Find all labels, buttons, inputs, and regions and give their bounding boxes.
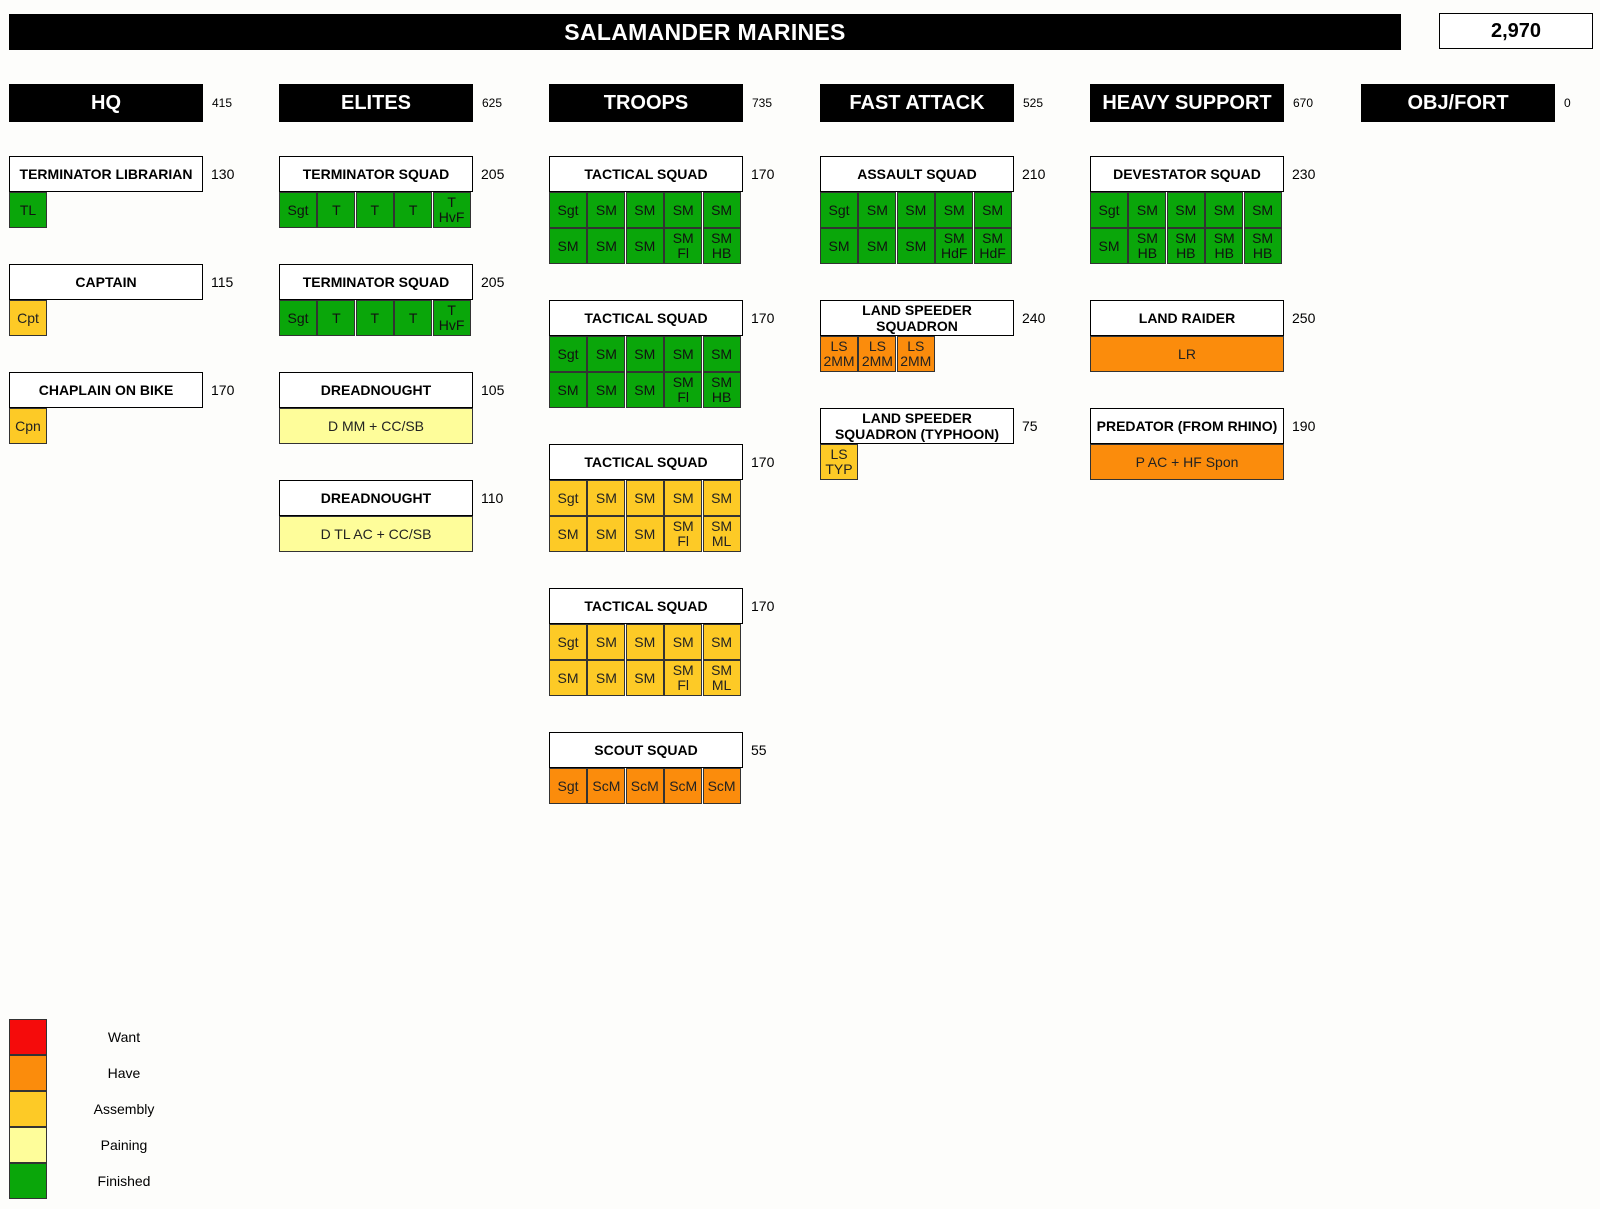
unit-title: TACTICAL SQUAD bbox=[549, 444, 743, 480]
unit-points: 205 bbox=[481, 166, 505, 182]
model-cell bbox=[626, 624, 664, 660]
model-cell bbox=[820, 336, 858, 372]
model-label: Cpn bbox=[15, 417, 41, 434]
model-cell bbox=[626, 480, 664, 516]
model-cell bbox=[703, 228, 741, 264]
model-cell bbox=[549, 336, 587, 372]
model-cell bbox=[974, 228, 1012, 264]
model-cell bbox=[626, 192, 664, 228]
model-cell bbox=[587, 228, 625, 264]
category-header: TROOPS bbox=[549, 84, 743, 122]
model-cell bbox=[703, 480, 741, 516]
model-label: SM bbox=[982, 201, 1004, 218]
model-cell bbox=[664, 336, 702, 372]
vehicle-cell: D MM + CC/SB bbox=[279, 408, 473, 444]
model-cell bbox=[703, 516, 741, 552]
category-points: 670 bbox=[1293, 96, 1314, 110]
model-label: SM bbox=[634, 237, 656, 254]
model-cell bbox=[858, 336, 896, 372]
unit-points: 130 bbox=[211, 166, 235, 182]
legend-item bbox=[9, 1019, 209, 1055]
vehicle-cell: P AC + HF Spon bbox=[1090, 444, 1284, 480]
model-cell bbox=[394, 192, 432, 228]
unit-title: PREDATOR (FROM RHINO) bbox=[1090, 408, 1284, 444]
model-cell bbox=[279, 300, 317, 336]
model-cell bbox=[1167, 228, 1205, 264]
unit-title-line: LAND SPEEDER bbox=[862, 410, 972, 426]
model-label: TYP bbox=[825, 461, 853, 477]
total-points: 2,970 bbox=[1439, 13, 1593, 49]
legend-swatch bbox=[9, 1127, 47, 1163]
model-cell bbox=[1205, 228, 1243, 264]
legend-item bbox=[9, 1127, 209, 1163]
model-label: T bbox=[370, 201, 380, 218]
category-header: OBJ/FORT bbox=[1361, 84, 1555, 122]
model-cell bbox=[549, 480, 587, 516]
model-label: SM bbox=[1213, 230, 1235, 246]
model-label: SM bbox=[943, 230, 965, 246]
model-cell bbox=[587, 480, 625, 516]
model-label: HB bbox=[1137, 245, 1158, 261]
model-label: ScM bbox=[669, 777, 698, 794]
model-label: SM bbox=[943, 201, 965, 218]
model-label: ScM bbox=[707, 777, 736, 794]
model-cell bbox=[1244, 228, 1282, 264]
legend-swatch bbox=[9, 1019, 47, 1055]
model-cell bbox=[897, 336, 935, 372]
legend-item bbox=[9, 1163, 209, 1199]
model-label: Sgt bbox=[557, 777, 579, 794]
model-label: SM bbox=[634, 669, 656, 686]
model-cell bbox=[820, 444, 858, 480]
model-cell bbox=[664, 192, 702, 228]
model-label: SM bbox=[672, 662, 694, 678]
model-cell bbox=[587, 336, 625, 372]
model-label: SM bbox=[634, 345, 656, 362]
model-cell bbox=[664, 660, 702, 696]
model-cell bbox=[317, 300, 355, 336]
category-points: 735 bbox=[752, 96, 773, 110]
model-label: SM bbox=[711, 518, 733, 534]
model-label: 2MM bbox=[823, 353, 855, 369]
model-label: SM bbox=[634, 525, 656, 542]
model-label: SM bbox=[828, 237, 850, 254]
model-cell bbox=[858, 228, 896, 264]
unit-title: DEVESTATOR SQUAD bbox=[1090, 156, 1284, 192]
model-label: Cpt bbox=[17, 309, 39, 326]
model-label: Sgt bbox=[828, 201, 850, 218]
unit-title-line: SQUADRON (TYPHOON) bbox=[834, 426, 1000, 442]
model-label: SM bbox=[1136, 201, 1158, 218]
unit-title bbox=[820, 408, 1014, 444]
model-label: LS bbox=[907, 338, 925, 354]
model-cell bbox=[394, 300, 432, 336]
model-label: Sgt bbox=[287, 201, 309, 218]
model-label: HvF bbox=[438, 317, 465, 333]
model-cell bbox=[703, 192, 741, 228]
model-label: SM bbox=[634, 489, 656, 506]
model-cell bbox=[703, 768, 741, 804]
model-label: SM bbox=[711, 633, 733, 650]
model-label: SM bbox=[1175, 201, 1197, 218]
unit-points: 110 bbox=[481, 490, 504, 506]
model-label: SM bbox=[1252, 201, 1274, 218]
unit-title: TACTICAL SQUAD bbox=[549, 156, 743, 192]
model-cell bbox=[703, 372, 741, 408]
model-label: SM bbox=[672, 230, 694, 246]
model-cell bbox=[626, 660, 664, 696]
model-label: SM bbox=[1175, 230, 1197, 246]
model-label: LS bbox=[830, 338, 848, 354]
model-label: SM bbox=[672, 518, 694, 534]
unit-points: 250 bbox=[1292, 310, 1316, 326]
model-label: SM bbox=[595, 201, 617, 218]
unit-points: 230 bbox=[1292, 166, 1316, 182]
model-label: T bbox=[332, 309, 341, 326]
vehicle-cell: LR bbox=[1090, 336, 1284, 372]
model-cell bbox=[626, 336, 664, 372]
legend-label: Finished bbox=[97, 1173, 151, 1189]
model-label: Sgt bbox=[1098, 201, 1120, 218]
unit-points: 210 bbox=[1022, 166, 1046, 182]
model-label: SM bbox=[557, 381, 579, 398]
model-cell bbox=[587, 660, 625, 696]
legend-label: Assembly bbox=[93, 1101, 155, 1117]
category-header: HQ bbox=[9, 84, 203, 122]
model-cell bbox=[974, 192, 1012, 228]
model-cell bbox=[1090, 228, 1128, 264]
unit-title-line: LAND SPEEDER bbox=[862, 302, 972, 318]
model-cell bbox=[897, 192, 935, 228]
model-cell bbox=[935, 228, 973, 264]
model-label: 2MM bbox=[900, 353, 932, 369]
model-cell bbox=[1128, 228, 1166, 264]
model-label: T bbox=[447, 194, 456, 210]
unit-points: 105 bbox=[481, 382, 505, 398]
unit-title bbox=[820, 300, 1014, 336]
model-label: SM bbox=[595, 525, 617, 542]
unit-points: 75 bbox=[1022, 418, 1038, 434]
model-label: SM bbox=[711, 374, 733, 390]
model-label: HB bbox=[1176, 245, 1196, 261]
model-label: HB bbox=[711, 245, 732, 261]
model-label: SM bbox=[634, 201, 656, 218]
model-cell bbox=[626, 228, 664, 264]
unit-points: 115 bbox=[211, 274, 234, 290]
model-cell bbox=[549, 624, 587, 660]
legend-swatch bbox=[9, 1091, 47, 1127]
model-label: ScM bbox=[592, 777, 621, 794]
unit-points: 240 bbox=[1022, 310, 1046, 326]
model-cell bbox=[587, 624, 625, 660]
model-cell bbox=[858, 192, 896, 228]
model-cell bbox=[317, 192, 355, 228]
model-cell bbox=[587, 768, 625, 804]
model-cell bbox=[549, 372, 587, 408]
model-label: HB bbox=[711, 389, 732, 405]
model-cell bbox=[356, 300, 394, 336]
model-cell bbox=[664, 624, 702, 660]
model-label: SM bbox=[1136, 230, 1158, 246]
model-label: SM bbox=[557, 237, 579, 254]
model-cell bbox=[433, 300, 471, 336]
model-label: SM bbox=[634, 381, 656, 398]
category-points: 625 bbox=[482, 96, 503, 110]
unit-points: 55 bbox=[751, 742, 767, 758]
model-label: ML bbox=[711, 677, 732, 693]
model-label: SM bbox=[905, 237, 927, 254]
model-label: SM bbox=[1213, 201, 1235, 218]
model-label: Fl bbox=[677, 389, 690, 405]
model-label: T bbox=[447, 302, 456, 318]
model-label: T bbox=[332, 201, 341, 218]
unit-title: ASSAULT SQUAD bbox=[820, 156, 1014, 192]
model-label: SM bbox=[1252, 230, 1274, 246]
model-label: HdF bbox=[979, 245, 1006, 261]
model-label: HdF bbox=[940, 245, 968, 261]
model-label: 2MM bbox=[861, 353, 893, 369]
unit-points: 170 bbox=[751, 166, 775, 182]
model-label: SM bbox=[595, 345, 617, 362]
model-cell bbox=[703, 624, 741, 660]
unit-points: 205 bbox=[481, 274, 505, 290]
model-label: Sgt bbox=[557, 201, 579, 218]
category-points: 0 bbox=[1564, 96, 1571, 110]
model-cell bbox=[626, 768, 664, 804]
model-label: HvF bbox=[438, 209, 465, 225]
unit-title: TERMINATOR SQUAD bbox=[279, 264, 473, 300]
model-cell bbox=[9, 192, 47, 228]
legend-label: Paining bbox=[100, 1137, 148, 1153]
unit-title: TERMINATOR LIBRARIAN bbox=[9, 156, 203, 192]
legend-item bbox=[9, 1055, 209, 1091]
unit-title: CAPTAIN bbox=[9, 264, 203, 300]
model-label: SM bbox=[595, 669, 617, 686]
model-label: SM bbox=[634, 633, 656, 650]
legend-label: Want bbox=[107, 1029, 141, 1045]
model-cell bbox=[9, 408, 47, 444]
legend-swatch bbox=[9, 1163, 47, 1199]
category-header: HEAVY SUPPORT bbox=[1090, 84, 1284, 122]
model-label: Sgt bbox=[287, 309, 309, 326]
model-cell bbox=[664, 516, 702, 552]
model-cell bbox=[279, 192, 317, 228]
category-points: 415 bbox=[212, 96, 233, 110]
unit-title: DREADNOUGHT bbox=[279, 480, 473, 516]
model-cell bbox=[897, 228, 935, 264]
model-cell bbox=[664, 480, 702, 516]
model-cell bbox=[549, 768, 587, 804]
model-cell bbox=[820, 192, 858, 228]
model-label: SM bbox=[557, 525, 579, 542]
model-cell bbox=[1244, 192, 1282, 228]
model-cell bbox=[820, 228, 858, 264]
model-label: SM bbox=[672, 201, 694, 218]
unit-title: LAND RAIDER bbox=[1090, 300, 1284, 336]
unit-points: 170 bbox=[751, 454, 775, 470]
vehicle-cell: D TL AC + CC/SB bbox=[279, 516, 473, 552]
model-label: SM bbox=[672, 633, 694, 650]
model-cell bbox=[549, 192, 587, 228]
model-label: LS bbox=[830, 446, 848, 462]
model-label: SM bbox=[672, 345, 694, 362]
model-label: SM bbox=[982, 230, 1004, 246]
legend-label: Have bbox=[107, 1065, 141, 1081]
model-cell bbox=[549, 660, 587, 696]
category-header: FAST ATTACK bbox=[820, 84, 1014, 122]
model-label: SM bbox=[672, 374, 694, 390]
model-label: SM bbox=[595, 381, 617, 398]
model-cell bbox=[9, 300, 47, 336]
legend-swatch bbox=[9, 1055, 47, 1091]
model-cell bbox=[1090, 192, 1128, 228]
unit-title: TACTICAL SQUAD bbox=[549, 588, 743, 624]
model-label: SM bbox=[557, 669, 579, 686]
model-cell bbox=[433, 192, 471, 228]
model-label: T bbox=[370, 309, 380, 326]
model-label: SM bbox=[595, 633, 617, 650]
unit-title-line: SQUADRON bbox=[876, 318, 958, 334]
model-cell bbox=[587, 372, 625, 408]
model-label: SM bbox=[595, 237, 617, 254]
model-label: HB bbox=[1214, 245, 1234, 261]
army-title: SALAMANDER MARINES bbox=[9, 14, 1401, 50]
legend-item bbox=[9, 1091, 209, 1127]
model-label: Sgt bbox=[557, 345, 579, 362]
model-label: SM bbox=[905, 201, 927, 218]
model-label: LS bbox=[868, 338, 886, 354]
unit-title: TERMINATOR SQUAD bbox=[279, 156, 473, 192]
model-cell bbox=[626, 372, 664, 408]
model-label: Fl bbox=[677, 533, 690, 549]
model-label: ML bbox=[711, 533, 732, 549]
model-label: Fl bbox=[677, 677, 690, 693]
model-cell bbox=[549, 228, 587, 264]
unit-title: CHAPLAIN ON BIKE bbox=[9, 372, 203, 408]
unit-title: SCOUT SQUAD bbox=[549, 732, 743, 768]
model-cell bbox=[664, 372, 702, 408]
unit-title: TACTICAL SQUAD bbox=[549, 300, 743, 336]
model-label: HB bbox=[1252, 245, 1273, 261]
model-label: SM bbox=[711, 201, 733, 218]
model-label: SM bbox=[711, 230, 733, 246]
model-label: SM bbox=[672, 489, 694, 506]
model-cell bbox=[587, 516, 625, 552]
model-label: Fl bbox=[677, 245, 690, 261]
category-header: ELITES bbox=[279, 84, 473, 122]
model-cell bbox=[664, 228, 702, 264]
model-label: SM bbox=[595, 489, 617, 506]
model-label: T bbox=[408, 309, 418, 326]
model-label: SM bbox=[1098, 237, 1120, 254]
model-cell bbox=[1128, 192, 1166, 228]
unit-points: 170 bbox=[211, 382, 235, 398]
model-cell bbox=[1167, 192, 1205, 228]
model-cell bbox=[935, 192, 973, 228]
unit-points: 170 bbox=[751, 310, 775, 326]
model-cell bbox=[356, 192, 394, 228]
category-points: 525 bbox=[1023, 96, 1044, 110]
model-cell bbox=[1205, 192, 1243, 228]
model-cell bbox=[703, 336, 741, 372]
model-label: SM bbox=[711, 662, 733, 678]
model-label: SM bbox=[866, 201, 888, 218]
model-label: SM bbox=[866, 237, 888, 254]
model-label: T bbox=[408, 201, 418, 218]
unit-title: DREADNOUGHT bbox=[279, 372, 473, 408]
model-cell bbox=[664, 768, 702, 804]
model-label: Sgt bbox=[557, 633, 579, 650]
model-label: Sgt bbox=[557, 489, 579, 506]
model-label: SM bbox=[711, 345, 733, 362]
model-cell bbox=[549, 516, 587, 552]
model-cell bbox=[626, 516, 664, 552]
model-label: TL bbox=[19, 201, 37, 218]
model-label: ScM bbox=[630, 777, 659, 794]
unit-points: 190 bbox=[1292, 418, 1316, 434]
model-cell bbox=[703, 660, 741, 696]
unit-points: 170 bbox=[751, 598, 775, 614]
model-label: SM bbox=[711, 489, 733, 506]
model-cell bbox=[587, 192, 625, 228]
